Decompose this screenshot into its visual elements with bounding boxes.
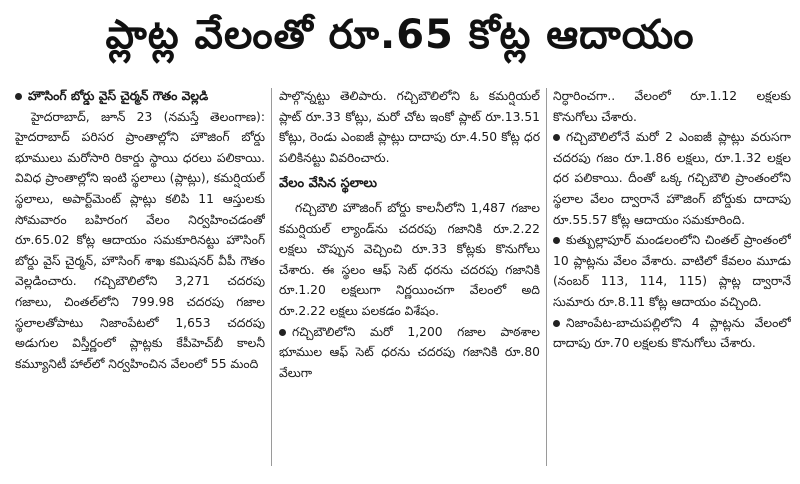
bullet-icon bbox=[279, 329, 286, 336]
article-paragraph: హైదరాబాద్, జూన్ 23 (నమస్తే తెలంగాణ): హైదరాబాద్ పరిసర ప్రాంతాల్లోని హౌజింగ్ బోర్డు భూములు మరోసారి రికార్డు స్థాయి ధరలు పలికాయి. వివిధ ప్రాంతాల్లోని ఇంటి స్థలాలు (ప్లాట్లు), కమర్షియల్ స్థలాలు, అపార్ట్‌మెంట్ ప్లాట్లు కలిపి 11 ఆస్తులకు సోమవారం బహిరంగ వేలం నిర్వహించడంతో రూ.65.02 కోట్ల ఆదాయం సమకూరినట్టు హౌసింగ్ బోర్డు వైస్ చైర్మన్, హౌసింగ్ శాఖ కమిషనర్ వీపీ గౌతం వెల్లడించారు. గచ్చిబౌలిలోని 3,271 చదరపు గజాలు, చింతల్‌లోని 799.98 చదరపు గజాల స్థలాలతోపాటు నిజాంపేటలో 1,653 చదరపు అడుగుల విస్తీర్ణంలో ప్లాట్లకు కేపీహెచ్‌బీ కాలనీ కమ్యూనిటీ హాల్‌లో నిర్వహించిన వేలంలో 55 మంది bbox=[15, 109, 265, 371]
article-column-3 bbox=[553, 86, 791, 476]
article-column-1 bbox=[15, 86, 265, 476]
bullet-icon bbox=[553, 134, 560, 141]
bullet-item bbox=[553, 230, 791, 312]
article-column-2 bbox=[279, 86, 540, 476]
article-paragraph: గచ్చిబౌలి హౌజింగ్ బోర్డు కాలనీలోని 1,487 గజాల కమర్షియల్ ల్యాండ్‌ను చదరపు గజానికి రూ.2.22 లక్షలు చొప్పున వెచ్చించి రూ.33 కోట్లకు కొనుగోలు చేశారు. ఈ స్థలం ఆఫ్ సెట్ ధరను చదరపు గజానికి రూ.1.20 లక్షలుగా నిర్ణయించగా వేలంలో అది రూ.2.22 లక్షలు పలకడం విశేషం. bbox=[279, 200, 540, 318]
bullet-icon bbox=[15, 93, 22, 100]
bullet-item bbox=[553, 313, 791, 354]
bullet-text: నిజాంపేట-బాచుపల్లిలోని 4 ప్లాట్లను వేలంలో దాదాపు రూ.70 లక్షలకు కొనుగోలు చేశారు. bbox=[553, 315, 791, 351]
article-headline: ప్లాట్ల వేలంతో రూ.65 కోట్ల ఆదాయం bbox=[105, 12, 695, 58]
subheading-text: హౌసింగ్ బోర్డు వైస్ చైర్మన్ గౌతం వెల్లడి bbox=[28, 89, 209, 103]
column-divider-2 bbox=[546, 88, 547, 466]
bullet-text: గచ్చిబౌలిలోనే మరో 2 ఎంఐజీ ప్లాట్లు వరుసగా చదరపు గజం రూ.1.86 లక్షలు, రూ.1.32 లక్షల ధర పలికాయి. దీంతో ఒక్క గచ్చిబౌలి ప్రాంతంలోని స్థలాల వేలం ద్వారానే హౌజింగ్ బోర్డుకు దాదాపు రూ.55.57 కోట్ల ఆదాయం సమకూరింది. bbox=[553, 130, 791, 227]
section-subheading: వేలం వేసిన స్థలాలు bbox=[279, 176, 378, 192]
bullet-icon bbox=[553, 320, 560, 327]
column-divider-1 bbox=[271, 88, 272, 466]
article-paragraph: పాల్గొన్నట్టు తెలిపారు. గచ్చిబౌలిలోని ఓ కమర్షియల్ ప్లాట్ రూ.33 కోట్లు, మరో చోట ఇంకో ప్లాట్ రూ.13.51 కోట్లు, రెండు ఎంఐజీ ప్లాట్లు దాదాపు రూ.4.50 కోట్ల ధర పలికినట్టు వివరించారు. bbox=[279, 89, 540, 165]
bullet-item bbox=[553, 127, 791, 230]
bullet-item bbox=[279, 322, 540, 384]
bullet-subheading bbox=[15, 86, 265, 107]
bullet-text: కుత్బుల్లాపూర్ మండలంలోని చింతల్ ప్రాంతంలో 10 ప్లాట్లను వేలం వేశారు. వాటిలో కేవలం మూడు (నంబర్ 113, 114, 115) ప్లాట్ల ద్వారానే సుమారు రూ.8.11 కోట్ల ఆదాయం వచ్చింది. bbox=[553, 233, 791, 309]
bullet-icon bbox=[553, 237, 560, 244]
article-paragraph: నిర్ధారించగా.. వేలంలో రూ.1.12 లక్షలకు కొనుగోలు చేశారు. bbox=[553, 89, 791, 124]
bullet-text: గచ్చిబౌలిలోని మరో 1,200 గజాల పాఠశాల భూముల ఆఫ్ సెట్ ధరను చదరపు గజానికి రూ.80 వేలుగా bbox=[279, 324, 540, 380]
